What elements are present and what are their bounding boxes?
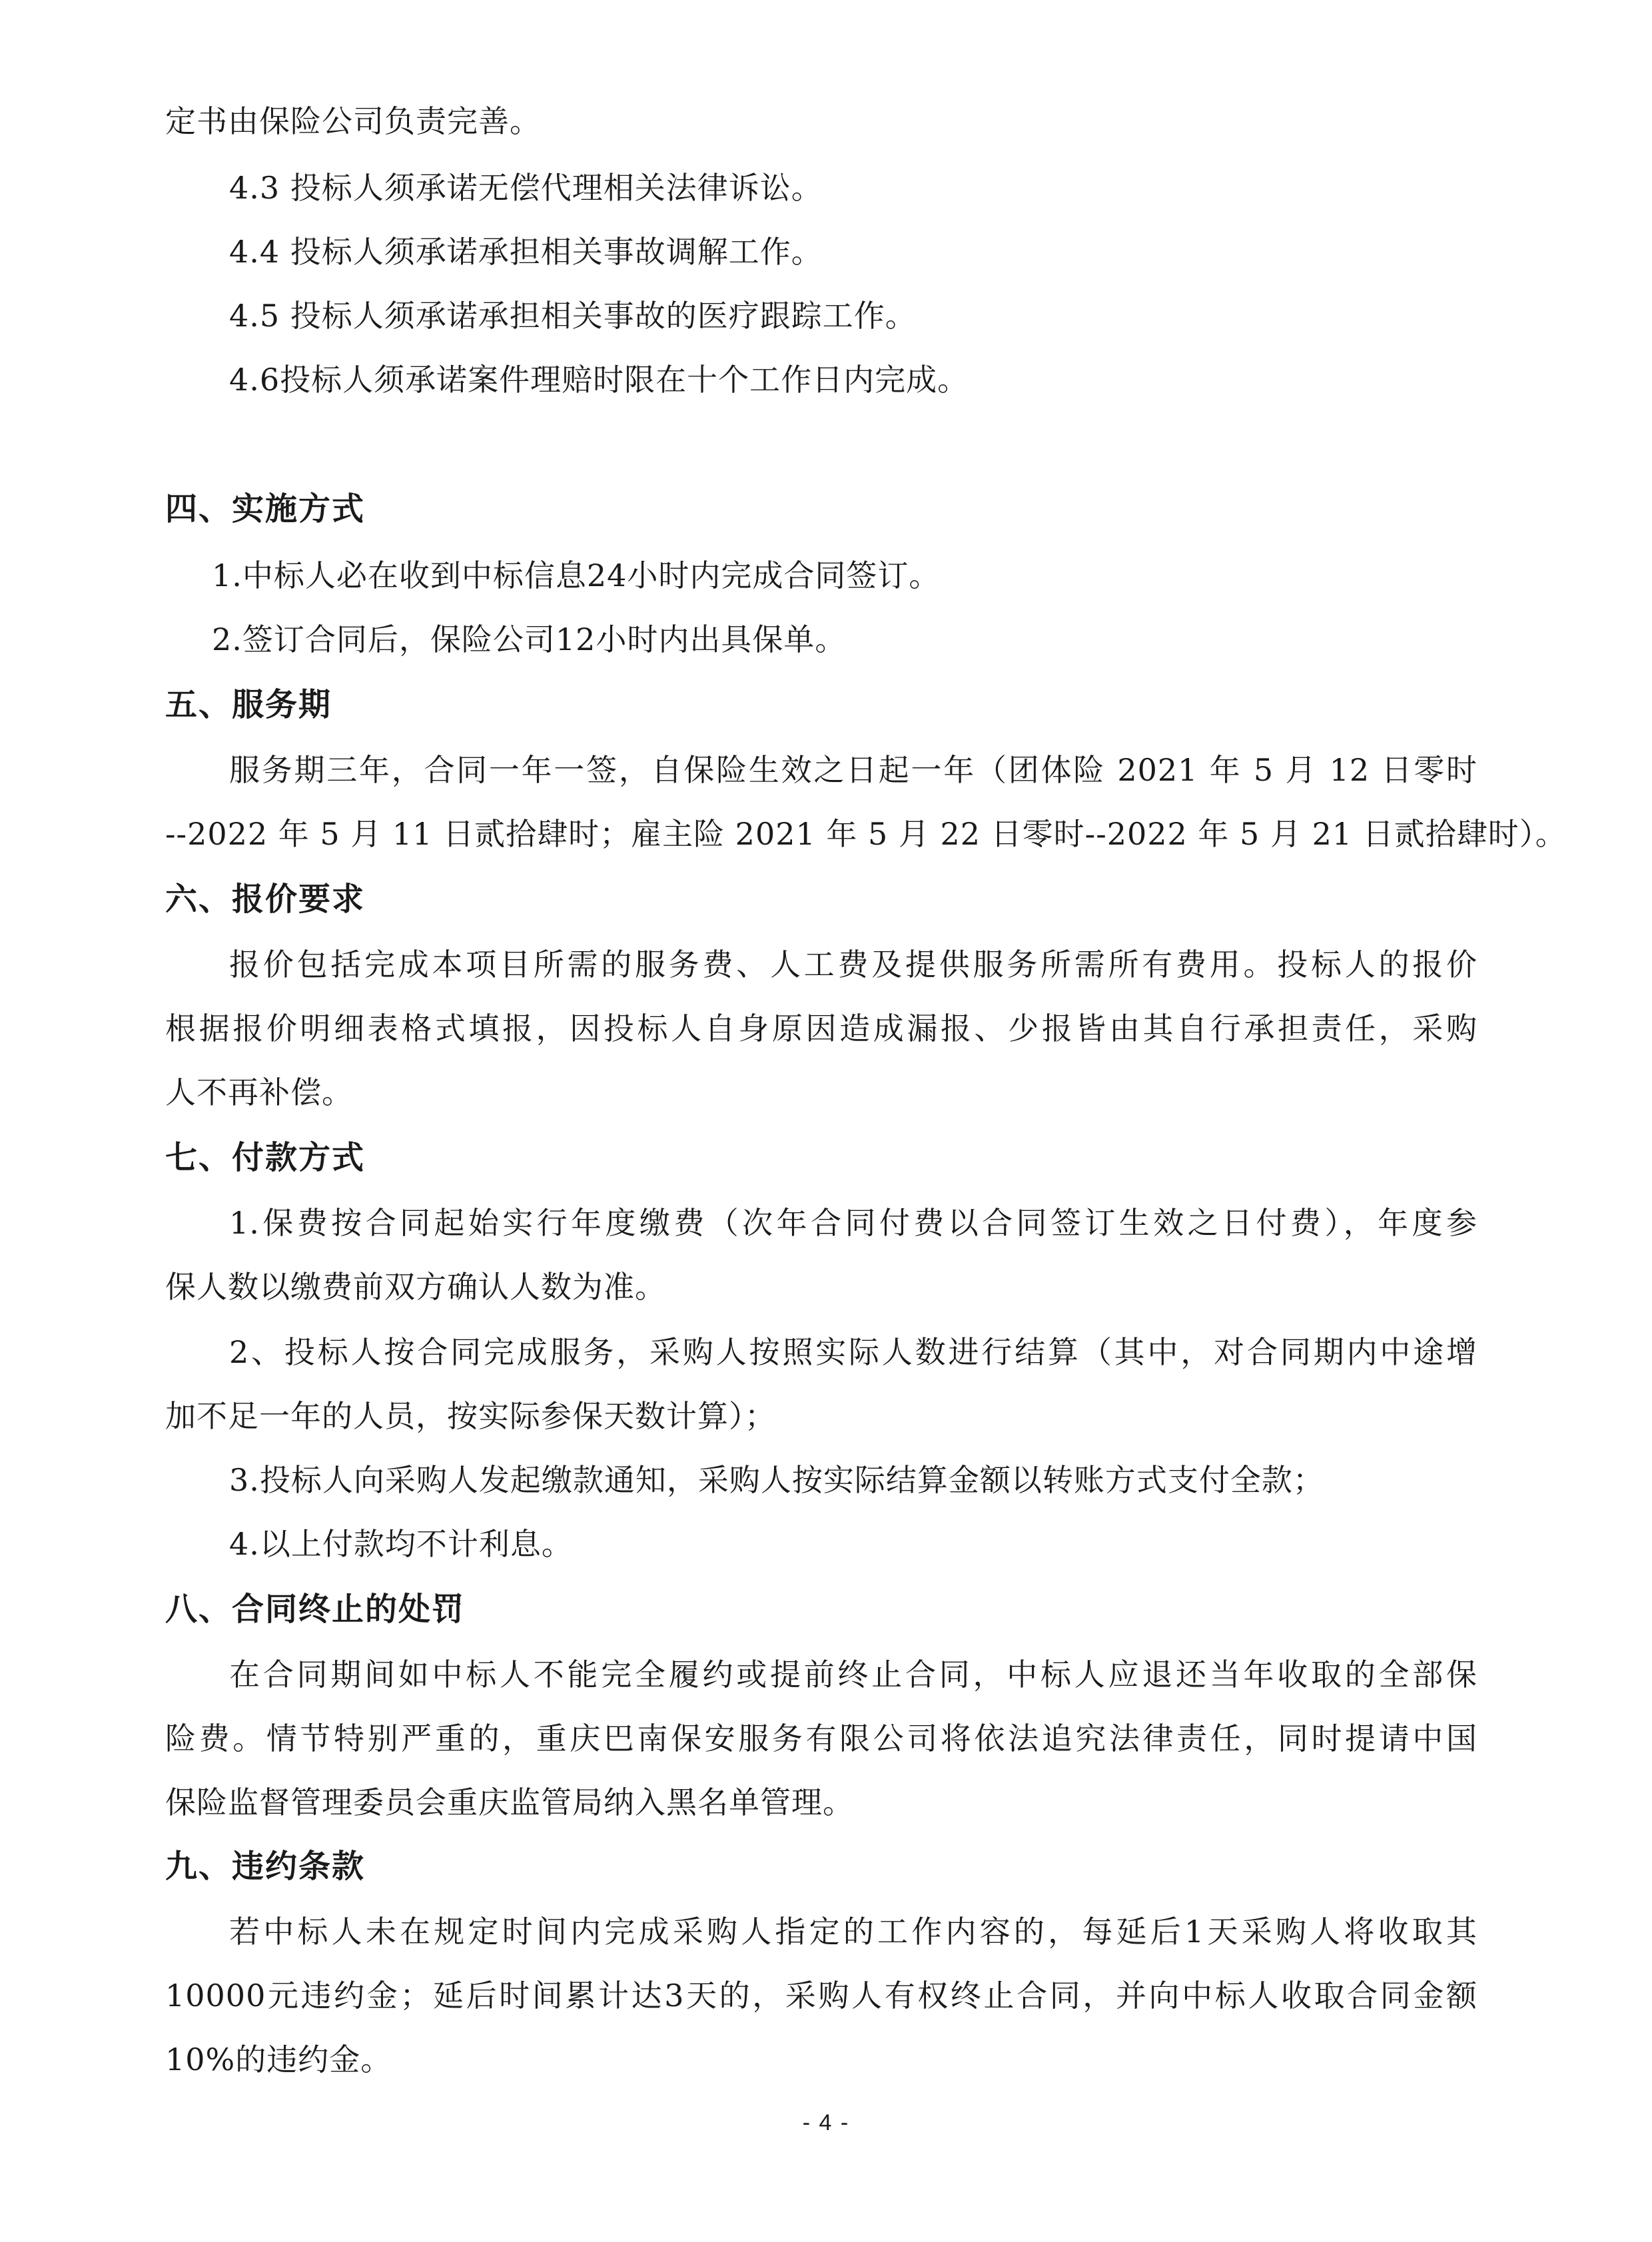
page-number: - 4 - <box>802 2110 850 2135</box>
paragraph-line: --2022 年 5 月 11 日贰拾肆时；雇主险 2021 年 5 月 22 日零时--2022 年 5 月 21 日贰拾肆时）。 <box>165 816 1567 852</box>
section-heading-5: 五、服务期 <box>165 686 332 723</box>
section-heading-8: 八、合同终止的处罚 <box>165 1591 466 1628</box>
paragraph-line: 人不再补偿。 <box>165 1074 353 1110</box>
section-heading-7: 七、付款方式 <box>165 1139 366 1176</box>
list-item: 2.签订合同后，保险公司12小时内出具保单。 <box>212 621 847 657</box>
paragraph-line: 险费。情节特别严重的，重庆巴南保安服务有限公司将依法追究法律责任，同时提请中国 <box>165 1720 1477 1756</box>
paragraph-line: 报价包括完成本项目所需的服务费、人工费及提供服务所需所有费用。投标人的报价 <box>229 946 1477 982</box>
list-item: 4.4 投标人须承诺承担相关事故调解工作。 <box>229 234 823 270</box>
paragraph-line: 服务期三年，合同一年一签，自保险生效之日起一年（团体险 2021 年 5 月 12 日零时 <box>229 752 1477 788</box>
paragraph-line: 保险监督管理委员会重庆监管局纳入黑名单管理。 <box>165 1784 854 1820</box>
list-item: 4.5 投标人须承诺承担相关事故的医疗跟踪工作。 <box>229 298 917 334</box>
list-item: 4.6投标人须承诺案件理赔时限在十个工作日内完成。 <box>229 362 969 398</box>
paragraph-line: 2、投标人按合同完成服务，采购人按照实际人数进行结算（其中，对合同期内中途增 <box>229 1334 1477 1370</box>
paragraph-line: 10%的违约金。 <box>165 2042 392 2077</box>
paragraph-line: 若中标人未在规定时间内完成采购人指定的工作内容的，每延后1天采购人将收取其 <box>229 1914 1477 1950</box>
paragraph-line: 10000元违约金；延后时间累计达3天的，采购人有权终止合同，并向中标人收取合同金额 <box>165 1978 1477 2014</box>
paragraph-line: 保人数以缴费前双方确认人数为准。 <box>165 1269 666 1305</box>
section-heading-9: 九、违约条款 <box>165 1848 366 1885</box>
paragraph-line: 4.以上付款均不计利息。 <box>229 1526 573 1562</box>
paragraph-line: 定书由保险公司负责完善。 <box>165 103 541 139</box>
paragraph-line: 加不足一年的人员，按实际参保天数计算）； <box>165 1398 776 1434</box>
list-item: 4.3 投标人须承诺无偿代理相关法律诉讼。 <box>229 170 823 206</box>
section-heading-4: 四、实施方式 <box>165 490 366 528</box>
section-heading-6: 六、报价要求 <box>165 881 366 918</box>
paragraph-line: 3.投标人向采购人发起缴款通知，采购人按实际结算金额以转账方式支付全款； <box>229 1462 1324 1498</box>
list-item: 1.中标人必在收到中标信息24小时内完成合同签订。 <box>212 558 941 593</box>
paragraph-line: 在合同期间如中标人不能完全履约或提前终止合同，中标人应退还当年收取的全部保 <box>229 1657 1477 1692</box>
paragraph-line: 1.保费按合同起始实行年度缴费（次年合同付费以合同签订生效之日付费），年度参 <box>229 1205 1477 1241</box>
paragraph-line: 根据报价明细表格式填报，因投标人自身原因造成漏报、少报皆由其自行承担责任，采购 <box>165 1010 1477 1046</box>
